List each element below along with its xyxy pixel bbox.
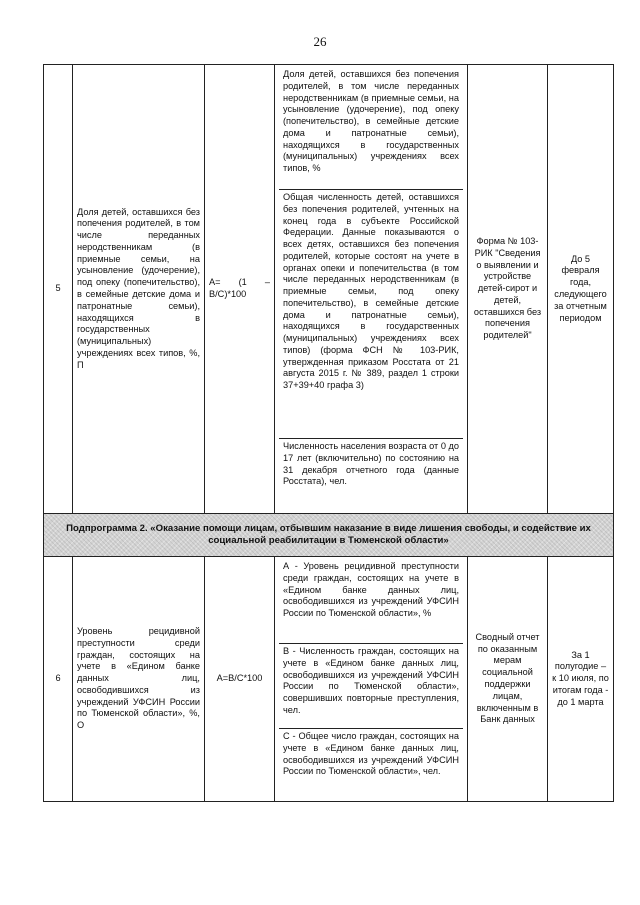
formula: A=B/C*100	[205, 557, 275, 802]
row-number: 6	[44, 557, 73, 802]
deadline: До 5 февраля года, следующего за отчетным периодом	[548, 65, 614, 514]
indicator-name: Доля детей, оставшихся без попечения родителей, в том числе переданных неродственникам (в приемные семьи, на усыновление (удочерение), под опеку (попечительство), в семейные детские дома и патронатные семьи), находящихся в государственных (муниципальных) учреждениях всех типов, %, П	[73, 65, 205, 514]
section-title: Подпрограмма 2. «Оказание помощи лицам, отбывшим наказание в виде лишения свободы, и содействие их социальной реабилитации в Тюменской области»	[44, 514, 614, 557]
component-c: С - Общее число граждан, состоящих на учете в «Едином банке данных лиц, освободившихся из учреждений УФСИН России по Тюменской области», чел.	[279, 728, 463, 799]
indicator-name: Уровень рецидивной преступности среди граждан, состоящих на учете в «Едином банке данных лиц, освободившихся из учреждений УФСИН России по Тюменской области», %, О	[73, 557, 205, 802]
data-source: Сводный отчет по оказанным мерам социальной поддержки лицам, включенным в Банк данных	[468, 557, 548, 802]
row-number: 5	[44, 65, 73, 514]
formula-components	[275, 65, 468, 514]
component-b: Общая численность детей, оставшихся без попечения родителей, учтенных на конец года в субъекте Российской Федерации. Данные показываются о всех детях, оставшихся без попечения родителей, которые состоят на учете в органах опеки и попечительства (в том числе переданных неродственникам (в приемные семьи, под опеку попечительство), в семейные детские дома и патронатные семьи), находящихся в государственных (муниципальных) учреждениях всех типов) (форма ФСН № 103-РИК, утвержденная приказом Росстата от 21 августа 2015 г. № 389, раздел 1 строки 37+39+40 графа 3)	[279, 189, 463, 438]
indicators-table	[43, 64, 614, 802]
section-header-row	[44, 514, 614, 557]
deadline: За 1 полугодие – к 10 июля, по итогам года - до 1 марта	[548, 557, 614, 802]
component-a: Доля детей, оставшихся без попечения родителей, в том числе переданных неродственникам (в приемные семьи, на усыновление (удочерение), под опеку (попечительство), в семейные детские дома и патронатные семьи), находящихся в государственных (муниципальных) учреждениях всех типов, %	[283, 69, 459, 174]
formula-components	[275, 557, 468, 802]
table-row	[44, 65, 614, 514]
formula: A= (1 – B/C)*100	[205, 65, 275, 514]
component-a: А - Уровень рецидивной преступности среди граждан, состоящих на учете в «Едином банке данных лиц, освободившихся из учреждений УФСИН России по Тюменской области», %	[283, 561, 459, 619]
table-row	[44, 557, 614, 802]
data-source: Форма № 103-РИК "Сведения о выявлении и устройстве детей-сирот и детей, оставшихся без попечения родителей"	[468, 65, 548, 514]
component-b: В - Численность граждан, состоящих на учете в «Едином банке данных лиц, освободившихся из учреждений УФСИН России по Тюменской области», совершивших повторные преступления, чел.	[279, 643, 463, 728]
page-number: 26	[313, 34, 327, 49]
component-c: Численность населения возраста от 0 до 17 лет (включительно) по состоянию на 31 декабря отчетного года (данные Росстата), чел.	[279, 438, 463, 511]
